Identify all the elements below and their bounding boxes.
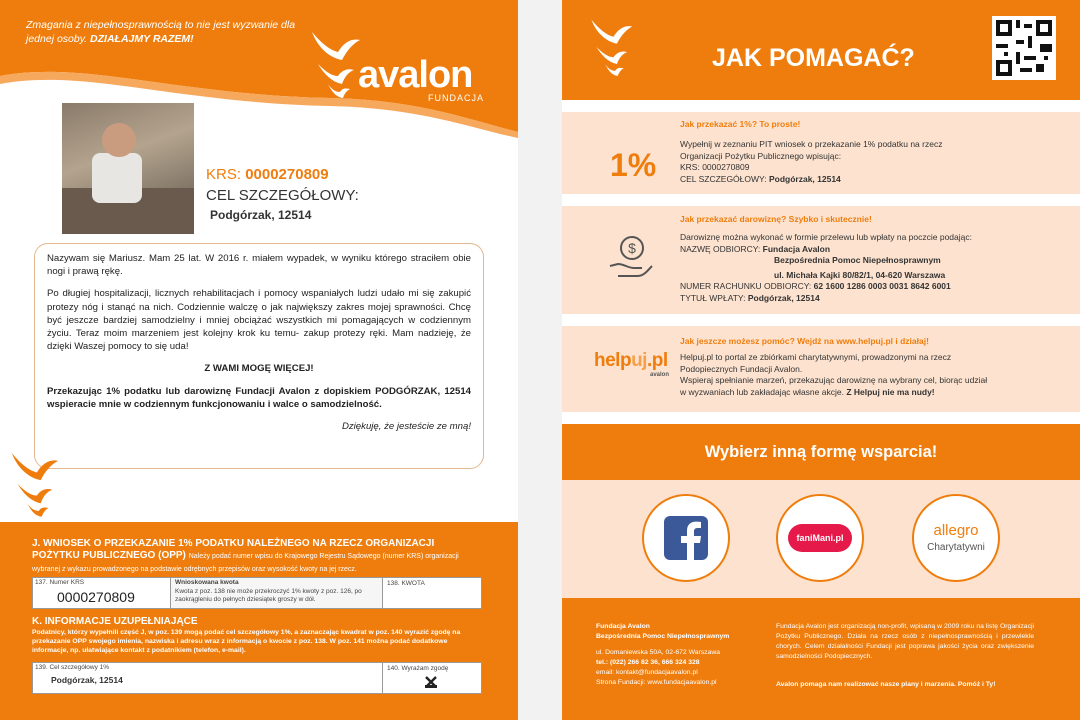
krs-line: KRS: 0000270809 bbox=[206, 166, 329, 183]
story-paragraph: Po długiej hospitalizacji, licznych rehabilitacjach i pomocy wspaniałych ludzi udało mi się zakupić protezy nóg i stanąć na nich. Codziennie walczę o jak największy zakres mojej sprawności. Chcę być jeszcze bardziej samodzielny i mniej obciążać wszystkich mi pomagających w codziennym życiu. Teraz moim marzeniem jest kolejny krok ku temu- zakup protezy ręki. Mam nadzieję, że dzięki Waszej pomocy to się uda! bbox=[47, 288, 471, 353]
cel-label: CEL SZCZEGÓŁOWY: bbox=[206, 187, 359, 204]
block-1-text: Wypełnij w zeznaniu PIT wniosek o przekazanie 1% podatku na rzecz Organizacji Pożytku Publicznego wpisując: KRS: 0000270809 CEL SZCZEGÓŁOWY: Podgórzak, 12514 bbox=[680, 139, 943, 184]
section-k-note: Podatnicy, którzy wypełnili część J, w poz. 139 mogą podać cel szczegółowy 1%, a zaznaczając kwadrat w poz. 140 wyrazić zgodę na przekazanie OPP swojego imienia, nazwiska i adresu wraz z informacją o kwocie z poz. 138. W poz. 141 można podać dodatkowe informacje, np. ułatwiające kontakt z podatnikiem (telefon, e-mail). bbox=[32, 629, 461, 654]
cel-value: Podgórzak, 12514 bbox=[210, 208, 312, 222]
allegro-logo: allegro bbox=[933, 522, 979, 539]
fanimani-logo: faniMani.pl bbox=[788, 524, 852, 552]
fanimani-button[interactable] bbox=[776, 494, 864, 582]
footer-email[interactable]: email: kontakt@fundacjaavalon.pl bbox=[596, 669, 698, 676]
consent-checkbox[interactable] bbox=[424, 675, 438, 689]
facebook-icon bbox=[664, 516, 708, 560]
field-140-label: 140. Wyrażam zgodę bbox=[387, 665, 449, 672]
story-slogan: Z WAMI MOGĘ WIĘCEJ! bbox=[204, 363, 314, 375]
field-137-value: 0000270809 bbox=[57, 589, 135, 605]
section-j-fields bbox=[32, 577, 482, 609]
page-title: JAK POMAGAĆ? bbox=[712, 44, 915, 72]
pit-form-section bbox=[0, 522, 518, 720]
leaflet-back-page bbox=[562, 0, 1080, 720]
footer bbox=[562, 598, 1080, 720]
field-139: 139. Cel szczegółowy 1% Podgórzak, 12514 bbox=[33, 663, 383, 693]
birds-logo-icon bbox=[588, 14, 634, 80]
leaflet-front-page bbox=[0, 0, 518, 720]
block-3-text: Helpuj.pl to portal ze zbiórkami charytatywnymi, prowadzonymi na rzecz Podopiecznych Fundacji Avalon. Wspieraj spełnianie marzeń, przekazując darowiznę na wybrany cel, biorąc udział w wyzwaniach lub zakładając własne akcje. Z Helpuj nie ma nudy! bbox=[680, 352, 988, 397]
story-paragraph: Nazywam się Mariusz. Mam 25 lat. W 2016 r. miałem wypadek, w wyniku którego straciłem obie nogi i prawą rękę. bbox=[47, 253, 471, 278]
birds-logo-icon bbox=[308, 28, 362, 100]
one-percent-label: 1% bbox=[610, 147, 657, 183]
allegro-button[interactable] bbox=[912, 494, 1000, 582]
field-kwota-note: Wnioskowana kwota Kwota z poz. 138 nie może przekroczyć 1% kwoty z poz. 126, po zaokrągleniu do pełnych dziesiątek groszy w dół. bbox=[171, 578, 383, 608]
block-2-donation bbox=[562, 206, 1080, 314]
block-1-heading: Jak przekazać 1%? To proste! bbox=[680, 119, 801, 129]
field-138-label: 138. KWOTA bbox=[387, 580, 425, 587]
beneficiary-photo bbox=[62, 103, 194, 234]
story-appeal: Przekazując 1% podatku lub darowiznę Fundacji Avalon z dopiskiem PODGÓRZAK, 12514 wspieracie mnie w codziennym funkcjonowaniu i walce o samodzielność. bbox=[47, 385, 471, 410]
footer-slogan: Avalon pomaga nam realizować nasze plany i marzenia. Pomóż i Ty! bbox=[776, 681, 996, 688]
footer-phone[interactable]: tel.: (022) 266 82 36, 666 324 328 bbox=[596, 659, 700, 666]
block-3-heading: Jak jeszcze możesz pomóc? Wejdź na www.helpuj.pl i działaj! bbox=[680, 336, 929, 346]
block-2-heading: Jak przekazać darowiznę? Szybko i skutecznie! bbox=[680, 214, 872, 224]
helpuj-logo-sub: avalon bbox=[650, 372, 670, 378]
section-k-title: K. INFORMACJE UZUPEŁNIAJĄCE bbox=[32, 616, 198, 627]
block-2-text: Darowiznę można wykonać w formie przelewu lub wpłaty na poczcie podając: NAZWĘ ODBIORCY: Fundacja Avalon Bezpośrednia Pomoc Niepełnosprawnym ul. Michała Kajki 80/82/1, 04-620 Warszawa NUMER RACHUNKU ODBIORCY: 62 1600 1286 0003 0031 8642 6001 TYTUŁ WPŁATY: Podgórzak, 12514 bbox=[680, 232, 972, 303]
qr-code[interactable] bbox=[992, 16, 1056, 80]
tagline: Zmagania z niepełnosprawnością to nie jest wyzwanie dla jednej osoby. DZIAŁAJMY RAZEM! bbox=[26, 19, 296, 45]
other-support-banner: Wybierz inną formę wsparcia! bbox=[562, 424, 1080, 480]
footer-description: Fundacja Avalon jest organizacją non-profit, wpisaną w 2009 roku na listę Organizacji Pożytku Publicznego. Działa na rzecz osób z niepełnosprawnością i przewlekle chorych. Celem działalności Fundacji jest poprawa jakości życia oraz zwiększenie samodzielności Podopiecznych. bbox=[776, 623, 1034, 660]
block-1-percent bbox=[562, 112, 1080, 194]
qr-code-icon bbox=[996, 20, 1052, 76]
svg-text:$: $ bbox=[628, 240, 636, 256]
footer-contact: Fundacja Avalon Bezpośrednia Pomoc Niepełnosprawnym ul. Domaniewska 50A, 02-672 Warszawa tel.: (022) 266 82 36, 666 324 328 email: kontakt@fundacjaavalon.pl Strona Fundacji: www.fundacjaavalon.pl bbox=[596, 622, 786, 688]
page-gap bbox=[518, 0, 562, 720]
avalon-logo-subtitle: FUNDACJA bbox=[428, 93, 485, 103]
avalon-logo-text: avalon bbox=[358, 54, 473, 96]
field-139-value: Podgórzak, 12514 bbox=[51, 675, 123, 685]
story-box bbox=[34, 243, 484, 469]
footer-website[interactable]: Strona Fundacji: www.fundacjaavalon.pl bbox=[596, 679, 717, 686]
helpuj-logo[interactable]: helpuj.pl bbox=[594, 350, 668, 371]
section-j-title: J. WNIOSEK O PRZEKAZANIE 1% PODATKU NALEŻNEGO NA RZECZ ORGANIZACJI POŻYTKU PUBLICZNEGO (OPP) Należy podać numer wpisu do Krajowego Rejestru Sądowego (numer KRS) organizacji wybranej z wykazu prowadzonego na podstawie odrębnych przepisów oraz wysokość kwoty na jej rzecz. bbox=[32, 538, 459, 573]
allegro-logo-sub: Charytatywni bbox=[927, 542, 985, 553]
header-band bbox=[562, 0, 1080, 100]
facebook-button[interactable] bbox=[642, 494, 730, 582]
checkmark-x-icon bbox=[424, 675, 438, 689]
birds-decor-icon bbox=[8, 448, 60, 520]
story-signature: Dziękuję, że jesteście ze mną! bbox=[341, 421, 471, 433]
money-hand-icon bbox=[608, 234, 654, 282]
block-3-helpuj bbox=[562, 326, 1080, 412]
section-k-fields bbox=[32, 662, 482, 694]
field-137: 137. Numer KRS 0000270809 bbox=[33, 578, 171, 608]
support-channels bbox=[562, 480, 1080, 598]
